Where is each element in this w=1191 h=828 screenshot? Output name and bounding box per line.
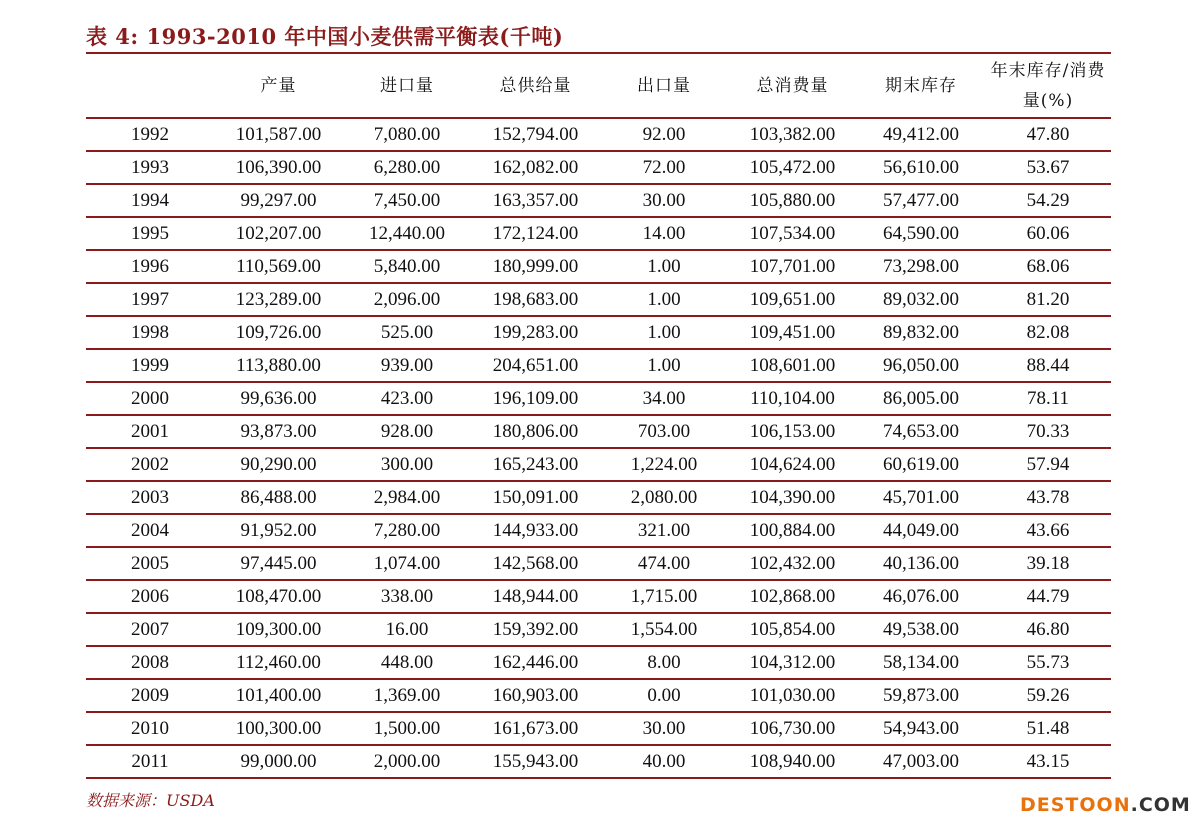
cell-year: 1994 xyxy=(86,184,214,217)
table-row xyxy=(86,118,1111,151)
cell-production: 108,470.00 xyxy=(214,580,343,613)
cell-stock-to-use: 43.66 xyxy=(985,514,1111,547)
cell-total-consumption: 105,854.00 xyxy=(728,613,857,646)
cell-production: 109,300.00 xyxy=(214,613,343,646)
cell-total-supply: 142,568.00 xyxy=(471,547,600,580)
cell-total-supply: 180,806.00 xyxy=(471,415,600,448)
table-row xyxy=(86,646,1111,679)
cell-ending-stocks: 45,701.00 xyxy=(857,481,985,514)
cell-stock-to-use: 43.15 xyxy=(985,745,1111,778)
cell-imports: 16.00 xyxy=(343,613,471,646)
table-row xyxy=(86,745,1111,778)
cell-production: 113,880.00 xyxy=(214,349,343,382)
cell-total-supply: 180,999.00 xyxy=(471,250,600,283)
cell-total-consumption: 102,432.00 xyxy=(728,547,857,580)
cell-stock-to-use: 47.80 xyxy=(985,118,1111,151)
column-header-stock-to-use: 年末库存/消费量(%) xyxy=(985,55,1111,118)
cell-production: 109,726.00 xyxy=(214,316,343,349)
cell-year: 2002 xyxy=(86,448,214,481)
cell-year: 2010 xyxy=(86,712,214,745)
table-row xyxy=(86,481,1111,514)
table-row xyxy=(86,580,1111,613)
watermark-dot: . xyxy=(1130,794,1139,816)
cell-stock-to-use: 55.73 xyxy=(985,646,1111,679)
cell-total-consumption: 101,030.00 xyxy=(728,679,857,712)
cell-imports: 300.00 xyxy=(343,448,471,481)
cell-year: 1995 xyxy=(86,217,214,250)
cell-total-consumption: 104,312.00 xyxy=(728,646,857,679)
table-row xyxy=(86,448,1111,481)
cell-imports: 338.00 xyxy=(343,580,471,613)
cell-exports: 30.00 xyxy=(600,184,728,217)
column-header-ending-stocks: 期末库存 xyxy=(857,55,985,118)
cell-exports: 321.00 xyxy=(600,514,728,547)
cell-year: 2009 xyxy=(86,679,214,712)
cell-year: 2006 xyxy=(86,580,214,613)
cell-ending-stocks: 54,943.00 xyxy=(857,712,985,745)
cell-year: 1998 xyxy=(86,316,214,349)
cell-imports: 5,840.00 xyxy=(343,250,471,283)
column-header-exports: 出口量 xyxy=(600,55,728,118)
table-title: 表 4: 1993-2010 年中国小麦供需平衡表(千吨) xyxy=(86,24,564,49)
cell-ending-stocks: 74,653.00 xyxy=(857,415,985,448)
cell-total-supply: 144,933.00 xyxy=(471,514,600,547)
cell-total-supply: 162,082.00 xyxy=(471,151,600,184)
cell-imports: 525.00 xyxy=(343,316,471,349)
table-row xyxy=(86,547,1111,580)
cell-imports: 928.00 xyxy=(343,415,471,448)
cell-imports: 6,280.00 xyxy=(343,151,471,184)
cell-year: 2005 xyxy=(86,547,214,580)
cell-year: 2000 xyxy=(86,382,214,415)
cell-year: 2011 xyxy=(86,745,214,778)
cell-production: 99,297.00 xyxy=(214,184,343,217)
cell-ending-stocks: 56,610.00 xyxy=(857,151,985,184)
table-row xyxy=(86,712,1111,745)
cell-total-consumption: 110,104.00 xyxy=(728,382,857,415)
cell-imports: 7,280.00 xyxy=(343,514,471,547)
cell-year: 1996 xyxy=(86,250,214,283)
cell-imports: 2,096.00 xyxy=(343,283,471,316)
cell-exports: 72.00 xyxy=(600,151,728,184)
cell-imports: 7,450.00 xyxy=(343,184,471,217)
watermark-logo xyxy=(1020,794,1191,816)
cell-production: 99,636.00 xyxy=(214,382,343,415)
title-rule xyxy=(86,52,1111,54)
cell-production: 91,952.00 xyxy=(214,514,343,547)
cell-ending-stocks: 46,076.00 xyxy=(857,580,985,613)
cell-imports: 12,440.00 xyxy=(343,217,471,250)
cell-stock-to-use: 68.06 xyxy=(985,250,1111,283)
cell-production: 100,300.00 xyxy=(214,712,343,745)
cell-ending-stocks: 40,136.00 xyxy=(857,547,985,580)
cell-ending-stocks: 60,619.00 xyxy=(857,448,985,481)
cell-total-consumption: 103,382.00 xyxy=(728,118,857,151)
cell-exports: 8.00 xyxy=(600,646,728,679)
cell-ending-stocks: 86,005.00 xyxy=(857,382,985,415)
cell-ending-stocks: 59,873.00 xyxy=(857,679,985,712)
cell-total-supply: 162,446.00 xyxy=(471,646,600,679)
table-row xyxy=(86,382,1111,415)
cell-stock-to-use: 39.18 xyxy=(985,547,1111,580)
cell-year: 1992 xyxy=(86,118,214,151)
table-row xyxy=(86,349,1111,382)
cell-exports: 1.00 xyxy=(600,283,728,316)
wheat-balance-table xyxy=(86,55,1111,779)
cell-production: 97,445.00 xyxy=(214,547,343,580)
cell-total-supply: 204,651.00 xyxy=(471,349,600,382)
cell-total-supply: 196,109.00 xyxy=(471,382,600,415)
cell-production: 112,460.00 xyxy=(214,646,343,679)
cell-exports: 30.00 xyxy=(600,712,728,745)
cell-total-supply: 159,392.00 xyxy=(471,613,600,646)
cell-production: 101,587.00 xyxy=(214,118,343,151)
cell-ending-stocks: 44,049.00 xyxy=(857,514,985,547)
cell-stock-to-use: 82.08 xyxy=(985,316,1111,349)
cell-total-supply: 160,903.00 xyxy=(471,679,600,712)
table-row xyxy=(86,613,1111,646)
cell-stock-to-use: 78.11 xyxy=(985,382,1111,415)
cell-total-supply: 150,091.00 xyxy=(471,481,600,514)
cell-total-consumption: 106,730.00 xyxy=(728,712,857,745)
cell-year: 2003 xyxy=(86,481,214,514)
cell-total-consumption: 100,884.00 xyxy=(728,514,857,547)
cell-imports: 423.00 xyxy=(343,382,471,415)
cell-total-supply: 199,283.00 xyxy=(471,316,600,349)
cell-exports: 1,554.00 xyxy=(600,613,728,646)
table-row xyxy=(86,184,1111,217)
column-header-total-supply: 总供给量 xyxy=(471,55,600,118)
cell-ending-stocks: 49,412.00 xyxy=(857,118,985,151)
cell-exports: 34.00 xyxy=(600,382,728,415)
cell-total-supply: 163,357.00 xyxy=(471,184,600,217)
cell-exports: 474.00 xyxy=(600,547,728,580)
cell-year: 1999 xyxy=(86,349,214,382)
cell-production: 86,488.00 xyxy=(214,481,343,514)
cell-exports: 2,080.00 xyxy=(600,481,728,514)
column-header-imports: 进口量 xyxy=(343,55,471,118)
cell-year: 2001 xyxy=(86,415,214,448)
cell-stock-to-use: 53.67 xyxy=(985,151,1111,184)
cell-exports: 92.00 xyxy=(600,118,728,151)
cell-year: 2004 xyxy=(86,514,214,547)
cell-imports: 2,000.00 xyxy=(343,745,471,778)
cell-exports: 1.00 xyxy=(600,250,728,283)
cell-total-supply: 172,124.00 xyxy=(471,217,600,250)
cell-year: 1997 xyxy=(86,283,214,316)
cell-total-supply: 161,673.00 xyxy=(471,712,600,745)
cell-production: 101,400.00 xyxy=(214,679,343,712)
cell-imports: 1,500.00 xyxy=(343,712,471,745)
cell-total-consumption: 107,701.00 xyxy=(728,250,857,283)
cell-total-supply: 165,243.00 xyxy=(471,448,600,481)
table-row xyxy=(86,283,1111,316)
cell-production: 106,390.00 xyxy=(214,151,343,184)
cell-year: 2008 xyxy=(86,646,214,679)
cell-exports: 1.00 xyxy=(600,316,728,349)
cell-stock-to-use: 57.94 xyxy=(985,448,1111,481)
watermark-brand: DESTOON xyxy=(1020,794,1131,816)
cell-production: 110,569.00 xyxy=(214,250,343,283)
cell-exports: 1,715.00 xyxy=(600,580,728,613)
cell-total-consumption: 104,624.00 xyxy=(728,448,857,481)
cell-total-supply: 152,794.00 xyxy=(471,118,600,151)
cell-total-supply: 148,944.00 xyxy=(471,580,600,613)
cell-total-consumption: 107,534.00 xyxy=(728,217,857,250)
cell-production: 102,207.00 xyxy=(214,217,343,250)
source-note: 数据来源：USDA xyxy=(86,791,215,810)
cell-stock-to-use: 54.29 xyxy=(985,184,1111,217)
watermark-tld: COM xyxy=(1138,794,1191,816)
cell-total-supply: 155,943.00 xyxy=(471,745,600,778)
cell-ending-stocks: 96,050.00 xyxy=(857,349,985,382)
cell-production: 99,000.00 xyxy=(214,745,343,778)
cell-exports: 14.00 xyxy=(600,217,728,250)
table-row xyxy=(86,217,1111,250)
cell-exports: 1.00 xyxy=(600,349,728,382)
cell-stock-to-use: 59.26 xyxy=(985,679,1111,712)
cell-total-supply: 198,683.00 xyxy=(471,283,600,316)
cell-ending-stocks: 57,477.00 xyxy=(857,184,985,217)
cell-total-consumption: 104,390.00 xyxy=(728,481,857,514)
table-body xyxy=(86,118,1111,778)
cell-production: 93,873.00 xyxy=(214,415,343,448)
cell-total-consumption: 108,940.00 xyxy=(728,745,857,778)
cell-imports: 7,080.00 xyxy=(343,118,471,151)
column-header-production: 产量 xyxy=(214,55,343,118)
cell-production: 90,290.00 xyxy=(214,448,343,481)
cell-year: 2007 xyxy=(86,613,214,646)
cell-stock-to-use: 51.48 xyxy=(985,712,1111,745)
cell-ending-stocks: 49,538.00 xyxy=(857,613,985,646)
cell-stock-to-use: 81.20 xyxy=(985,283,1111,316)
cell-imports: 1,074.00 xyxy=(343,547,471,580)
cell-exports: 703.00 xyxy=(600,415,728,448)
cell-stock-to-use: 60.06 xyxy=(985,217,1111,250)
cell-year: 1993 xyxy=(86,151,214,184)
cell-ending-stocks: 64,590.00 xyxy=(857,217,985,250)
cell-total-consumption: 105,880.00 xyxy=(728,184,857,217)
cell-ending-stocks: 89,832.00 xyxy=(857,316,985,349)
cell-imports: 939.00 xyxy=(343,349,471,382)
cell-stock-to-use: 46.80 xyxy=(985,613,1111,646)
cell-stock-to-use: 88.44 xyxy=(985,349,1111,382)
cell-exports: 0.00 xyxy=(600,679,728,712)
cell-total-consumption: 109,451.00 xyxy=(728,316,857,349)
header-row xyxy=(86,55,1111,118)
cell-total-consumption: 109,651.00 xyxy=(728,283,857,316)
cell-stock-to-use: 44.79 xyxy=(985,580,1111,613)
cell-ending-stocks: 58,134.00 xyxy=(857,646,985,679)
table-row xyxy=(86,415,1111,448)
cell-exports: 40.00 xyxy=(600,745,728,778)
table-row xyxy=(86,514,1111,547)
cell-ending-stocks: 89,032.00 xyxy=(857,283,985,316)
cell-total-consumption: 108,601.00 xyxy=(728,349,857,382)
column-header-year xyxy=(86,55,214,118)
cell-total-consumption: 105,472.00 xyxy=(728,151,857,184)
cell-stock-to-use: 70.33 xyxy=(985,415,1111,448)
table-row xyxy=(86,151,1111,184)
cell-imports: 1,369.00 xyxy=(343,679,471,712)
column-header-total-consumption: 总消费量 xyxy=(728,55,857,118)
cell-exports: 1,224.00 xyxy=(600,448,728,481)
cell-production: 123,289.00 xyxy=(214,283,343,316)
cell-total-consumption: 106,153.00 xyxy=(728,415,857,448)
table-row xyxy=(86,250,1111,283)
cell-imports: 448.00 xyxy=(343,646,471,679)
table-row xyxy=(86,679,1111,712)
cell-stock-to-use: 43.78 xyxy=(985,481,1111,514)
table-row xyxy=(86,316,1111,349)
cell-ending-stocks: 47,003.00 xyxy=(857,745,985,778)
cell-ending-stocks: 73,298.00 xyxy=(857,250,985,283)
cell-total-consumption: 102,868.00 xyxy=(728,580,857,613)
cell-imports: 2,984.00 xyxy=(343,481,471,514)
